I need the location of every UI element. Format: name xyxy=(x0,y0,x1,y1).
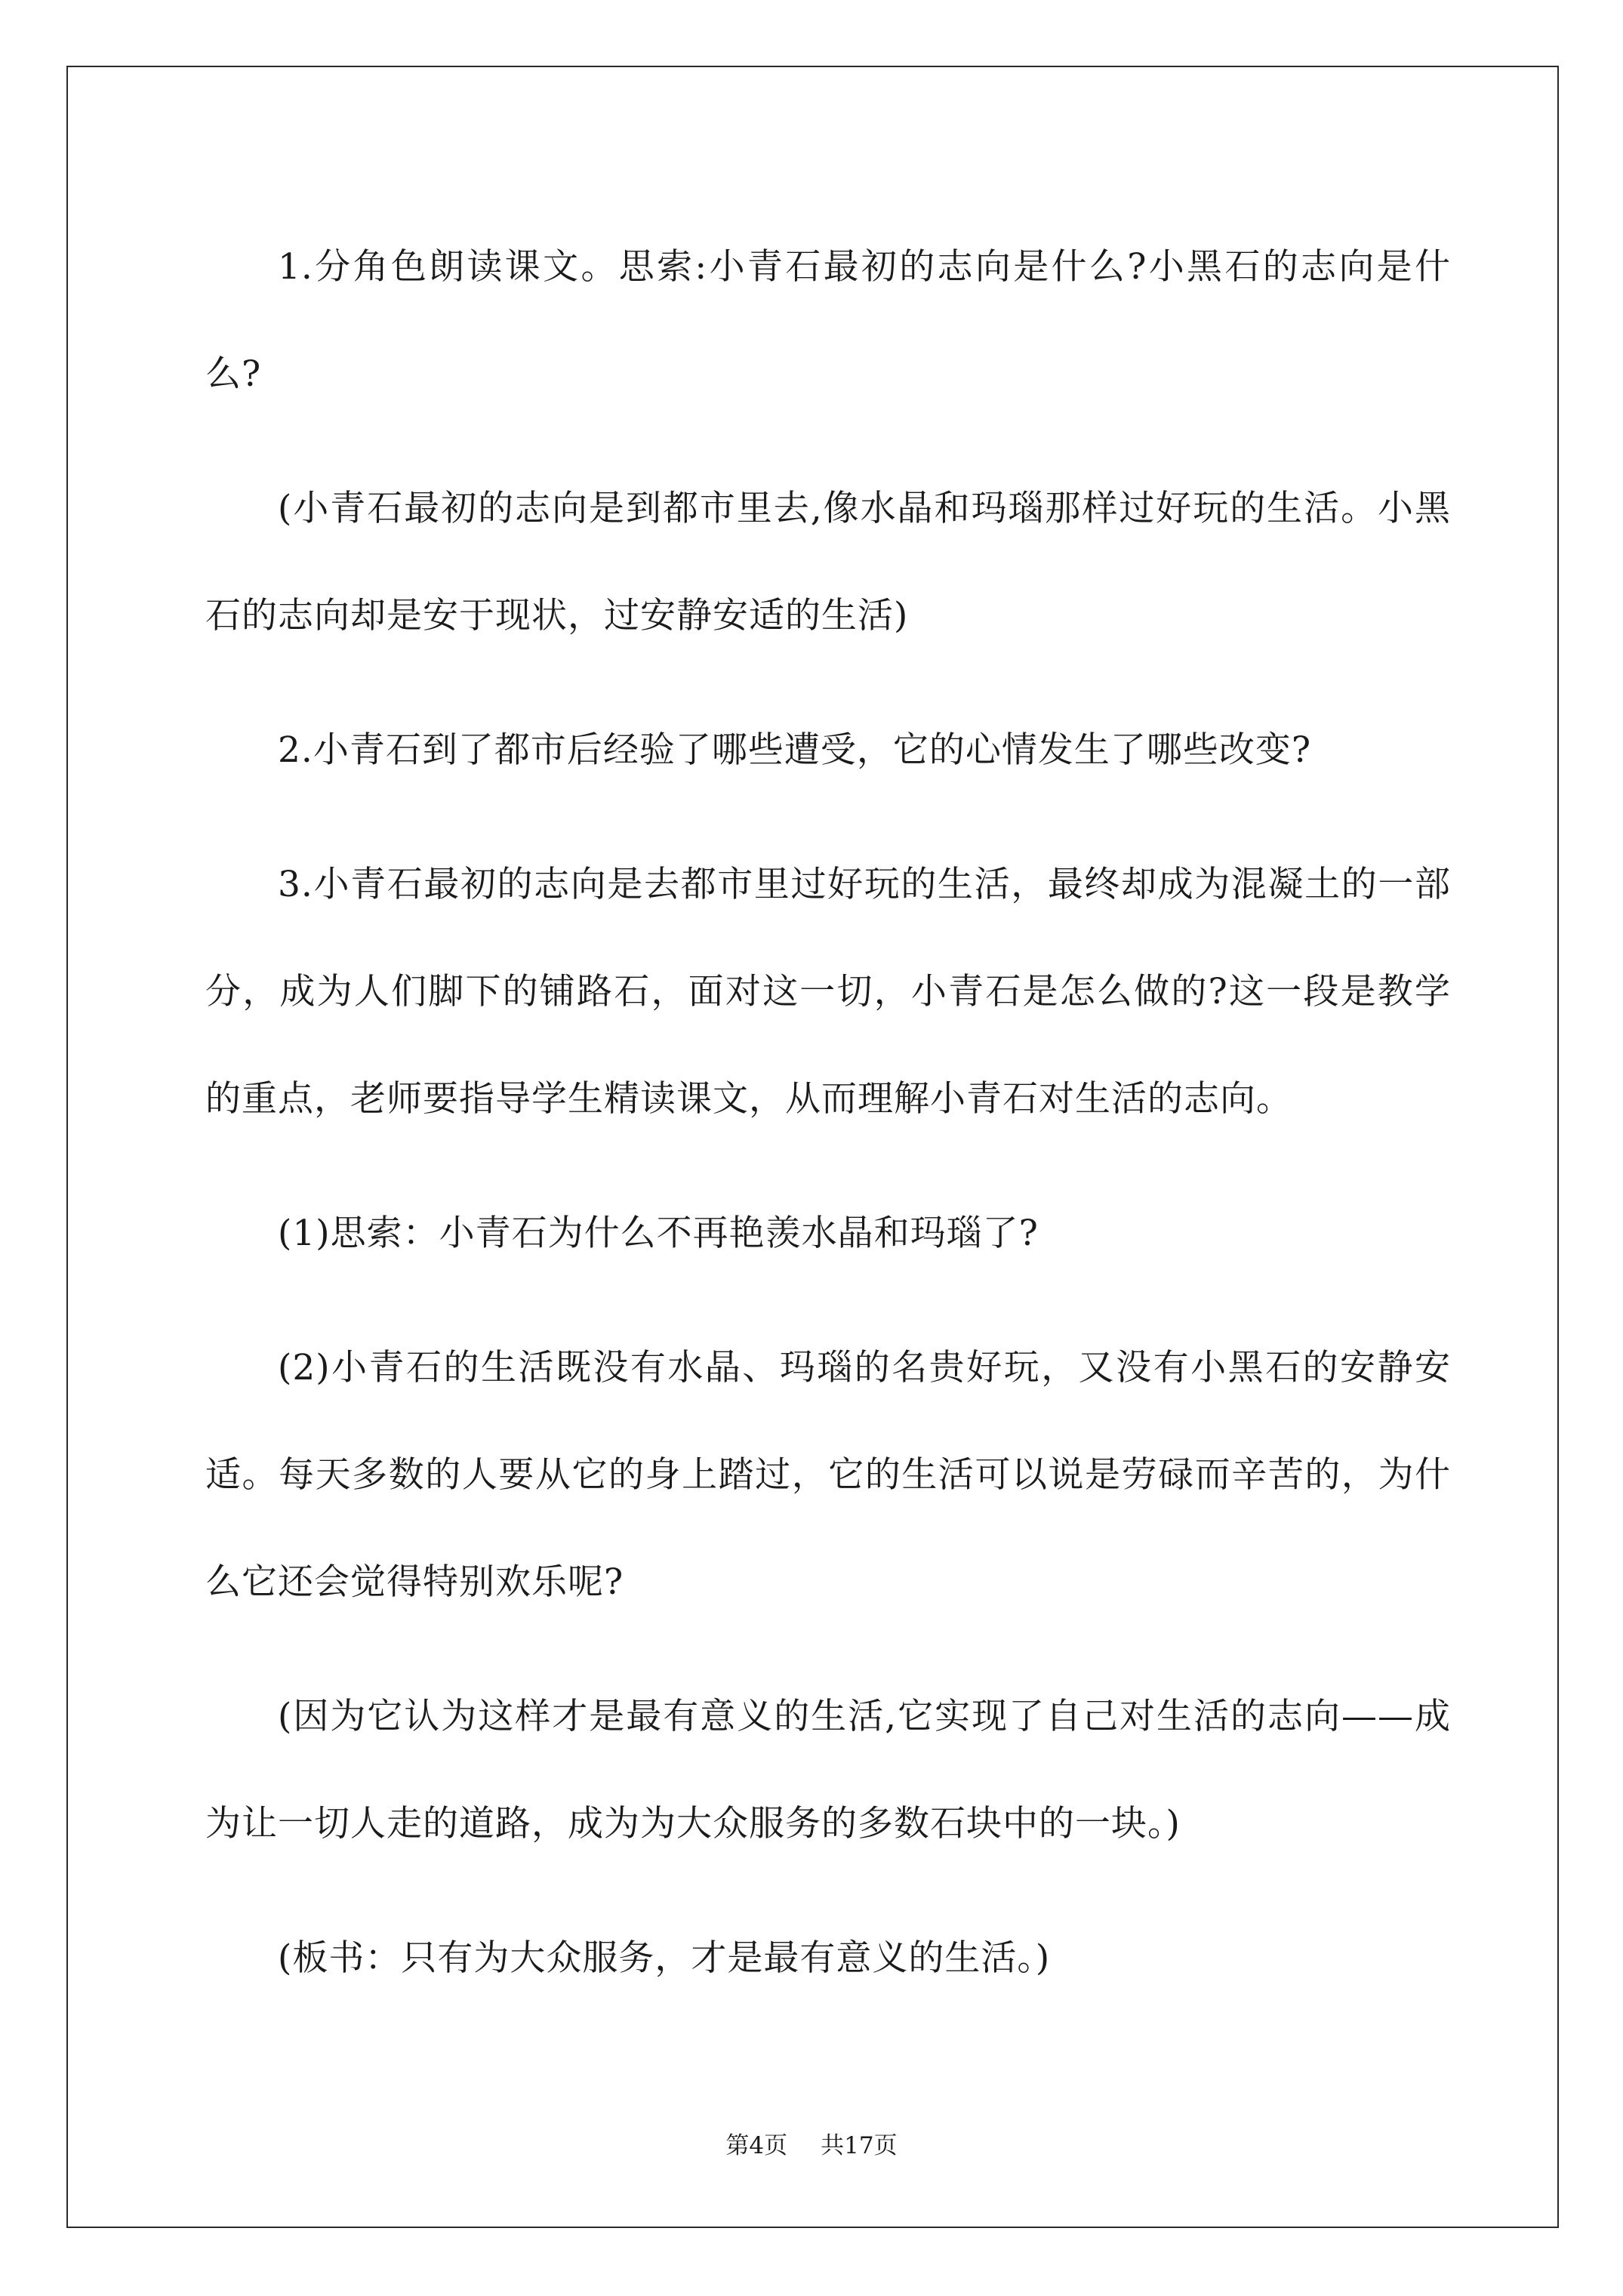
paragraph-3: 2.小青石到了都市后经验了哪些遭受，它的心情发生了哪些改变? xyxy=(278,729,1312,771)
document-body xyxy=(205,214,1451,2039)
paragraph-5: (1)思索：小青石为什么不再艳羡水晶和玛瑙了? xyxy=(278,1213,1039,1254)
page-footer xyxy=(0,2131,1623,2161)
paragraph-2: (小青石最初的志向是到都市里去,像水晶和玛瑙那样过好玩的生活。小黑石的志向却是安于现状，过安静安适的生活) xyxy=(205,488,1451,636)
paragraph-1: 1.分角色朗读课文。思索:小青石最初的志向是什么?小黑石的志向是什么? xyxy=(205,246,1451,395)
paragraph-8: (板书：只有为大众服务，才是最有意义的生活。) xyxy=(278,1937,1051,1979)
paragraph-7: (因为它认为这样才是最有意义的生活,它实现了自己对生活的志向——成为让一切人走的道路，成为为大众服务的多数石块中的一块。) xyxy=(205,1696,1451,1845)
paragraph-6: (2)小青石的生活既没有水晶、玛瑙的名贵好玩，又没有小黑石的安静安适。每天多数的人要从它的身上踏过，它的生活可以说是劳碌而辛苦的，为什么它还会觉得特别欢乐呢? xyxy=(205,1347,1451,1603)
page-number: 第4页 xyxy=(725,2132,788,2159)
paragraph-4: 3.小青石最初的志向是去都市里过好玩的生活，最终却成为混凝土的一部分，成为人们脚下的铺路石，面对这一切，小青石是怎么做的?这一段是教学的重点，老师要指导学生精读课文，从而理解小青石对生活的志向。 xyxy=(205,864,1451,1120)
page-total: 共17页 xyxy=(821,2132,898,2159)
